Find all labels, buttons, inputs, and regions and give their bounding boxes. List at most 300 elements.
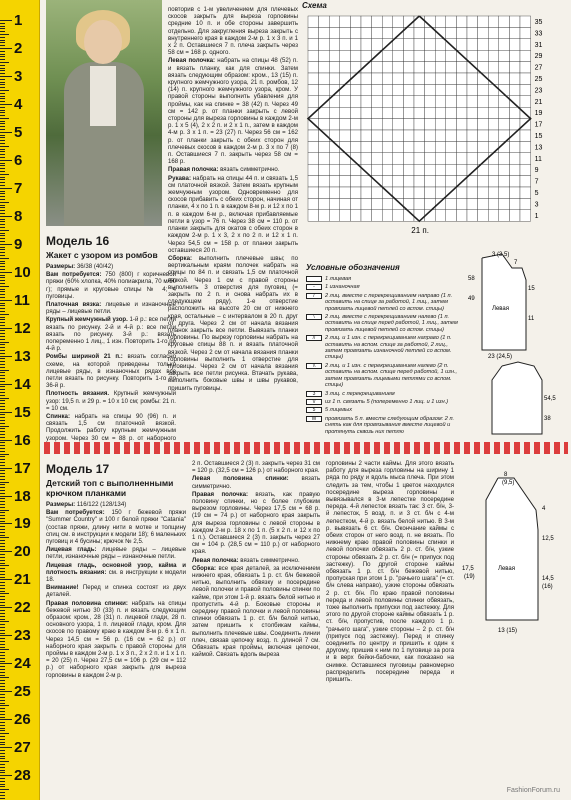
legend-item xyxy=(306,314,458,333)
chart-cell xyxy=(435,84,446,95)
legend-item xyxy=(306,335,458,361)
chart-row-number: 31 xyxy=(534,41,543,49)
ruler-tick xyxy=(0,689,5,690)
ruler-tick xyxy=(0,770,5,771)
chart-cell xyxy=(435,164,446,175)
chart-cell xyxy=(478,210,489,221)
chart-cell xyxy=(509,119,520,130)
ruler-tick xyxy=(0,179,5,180)
ruler-tick xyxy=(0,280,5,281)
ruler-tick xyxy=(0,336,5,337)
chart-cell xyxy=(372,84,383,95)
chart-cell xyxy=(329,16,340,27)
ruler-tick xyxy=(0,761,9,762)
ruler-tick xyxy=(0,403,5,404)
ruler-tick xyxy=(0,420,5,421)
chart-cell xyxy=(478,39,489,50)
ruler-tick xyxy=(0,465,5,466)
ruler-tick xyxy=(0,294,5,295)
ruler-tick xyxy=(0,375,5,376)
chart-cell xyxy=(350,107,361,118)
ruler-tick xyxy=(0,523,12,524)
ruler-number: 19 xyxy=(14,515,31,533)
ruler-tick xyxy=(0,546,5,547)
ruler-tick xyxy=(0,728,5,729)
ruler-tick xyxy=(0,454,9,455)
ruler-tick xyxy=(0,619,5,620)
pattern-dimension: 54,5 xyxy=(544,396,556,402)
ruler-tick xyxy=(0,123,5,124)
ruler-tick xyxy=(0,725,5,726)
ruler-tick xyxy=(0,722,5,723)
ruler-tick xyxy=(0,96,5,97)
ruler-number: 4 xyxy=(14,95,23,113)
chart-cell xyxy=(382,84,393,95)
ruler-tick xyxy=(0,132,12,133)
chart-cell xyxy=(361,198,372,209)
legend-symbol-icon xyxy=(306,276,322,282)
ruler-number: 15 xyxy=(14,403,31,421)
chart-cell xyxy=(467,141,478,152)
chart-cell xyxy=(319,107,330,118)
chart-cell xyxy=(372,130,383,141)
chart-row-number: 27 xyxy=(534,64,543,72)
legend-text: 5 лицевых xyxy=(325,407,353,414)
chart-cell xyxy=(319,16,330,27)
ruler-tick xyxy=(0,476,5,477)
chart-cell xyxy=(467,119,478,130)
chart-cell xyxy=(446,176,457,187)
chart-cell xyxy=(382,27,393,38)
legend-item xyxy=(306,293,458,312)
chart-cell xyxy=(403,96,414,107)
pattern-dimension: (9,5) xyxy=(502,480,515,486)
ruler-tick xyxy=(0,42,5,43)
chart-cell xyxy=(372,141,383,152)
ruler-tick xyxy=(0,328,12,329)
model-16-paragraph: Вам потребуется: 750 (800) г коричневой пряжи (60% хлопка, 40% полиакрила, 70 м/50 г); прямые и круговые спицы № 4; 4 пуговицы. xyxy=(46,271,176,300)
ruler-tick xyxy=(0,409,5,410)
chart-cell xyxy=(393,96,404,107)
chart-cell xyxy=(403,187,414,198)
ruler-tick xyxy=(0,691,12,692)
chart-cell xyxy=(425,62,436,73)
ruler-tick xyxy=(0,529,5,530)
chart-cell xyxy=(308,153,319,164)
chart-cell xyxy=(456,84,467,95)
ruler-tick xyxy=(0,468,12,469)
ruler-tick xyxy=(0,753,5,754)
ruler-number: 12 xyxy=(14,319,31,337)
chart-row-number: 11 xyxy=(534,155,542,163)
ruler-tick xyxy=(0,557,5,558)
chart-cell xyxy=(329,107,340,118)
legend-item xyxy=(306,276,458,282)
legend-text: 1 изнаночная xyxy=(325,284,360,291)
chart-cell xyxy=(372,198,383,209)
ruler-tick xyxy=(0,317,5,318)
legend-text: 2 лиц. и 1 изн. с перекрещиванием налево (2 п. оставить на вспом. спице перед работой, 1 изн., затем провязать лицевыми петлями со вспом. спицы) xyxy=(325,362,458,389)
chart-cell xyxy=(361,210,372,221)
chart-row-number: 29 xyxy=(534,53,543,61)
chart-cell xyxy=(520,153,531,164)
ruler-tick xyxy=(0,549,5,550)
chart-cell xyxy=(414,164,425,175)
chart-cell xyxy=(478,16,489,27)
chart-cell xyxy=(520,176,531,187)
ruler-tick xyxy=(0,521,5,522)
scheme-title: Схема xyxy=(302,1,327,10)
ruler-tick xyxy=(0,543,5,544)
chart-cell xyxy=(361,50,372,61)
ruler-tick xyxy=(0,412,12,413)
ruler-tick xyxy=(0,174,9,175)
chart-cell xyxy=(382,16,393,27)
chart-cell xyxy=(425,119,436,130)
chart-cell xyxy=(499,119,510,130)
legend-item xyxy=(306,399,458,405)
ruler-tick xyxy=(0,168,5,169)
chart-cell xyxy=(446,16,457,27)
chart-cell xyxy=(509,187,520,198)
chart-row-number: 1 xyxy=(534,212,539,220)
chart-cell xyxy=(403,50,414,61)
ruler-tick xyxy=(0,510,9,511)
chart-cell xyxy=(350,198,361,209)
ruler-tick xyxy=(0,683,5,684)
chart-cell xyxy=(361,16,372,27)
chart-cell xyxy=(372,62,383,73)
ruler-tick xyxy=(0,663,12,664)
legend-text: 3 лиц. с перекрещиванием xyxy=(325,390,395,397)
chart-cell xyxy=(393,141,404,152)
model-17-paragraph: Вам потребуется: 150 г бежевой пряжи "Summer Country" и 100 г белой пряжи "Catania" (состав пряжи, длину нити в мотке и толщину спиц см. в инструкции к модели 18); 6 маленьких пуговиц и 4 бусины; крючок № 2,5. xyxy=(46,509,186,546)
chart-cell xyxy=(499,107,510,118)
chart-cell xyxy=(350,27,361,38)
chart-cell xyxy=(456,153,467,164)
chart-cell xyxy=(319,210,330,221)
ruler-tick xyxy=(0,126,5,127)
ruler-tick xyxy=(0,255,5,256)
chart-cell xyxy=(425,96,436,107)
ruler-tick xyxy=(0,31,5,32)
ruler-tick xyxy=(0,247,5,248)
ruler-tick xyxy=(0,610,5,611)
ruler-tick xyxy=(0,59,5,60)
ruler-tick xyxy=(0,554,5,555)
model-17-paragraph: Лицевая гладь, основной узор, кайма и плотность вязания: см. в инструкции к модели 18. xyxy=(46,561,186,584)
ruler-tick xyxy=(0,361,5,362)
chart-cell xyxy=(467,16,478,27)
ruler-tick xyxy=(0,565,9,566)
chart-cell xyxy=(446,73,457,84)
chart-cell xyxy=(382,210,393,221)
chart-cell xyxy=(478,119,489,130)
chart-cell xyxy=(499,50,510,61)
chart-cell xyxy=(509,153,520,164)
chart-cell xyxy=(446,62,457,73)
ruler-tick xyxy=(0,582,5,583)
model-16-paragraph: Рукава: набрать на спицы 44 п. и связать 1,5 см платочной вязкой. Затем вязать крупным жемчужным узором. Одновременно для скосов прибавить с обеих сторон, начиная от планки, 4 х по 1 п. в каждом 8-м р. и 12 х по 1 п. в каждом 6-м р., включая прибавляемые петли в узор = 76 п. Через 38 см = 110 р. от планки закрыть для окатов с обеих сторон в каждом 2-м р. 1 х 3, 2 х по 2 п. и 12 х 1 п. Через 54,5 см = 158 р. от планки закрыть оставшиеся 20 п. xyxy=(168,174,298,254)
ruler-tick xyxy=(0,110,5,111)
chart-cell xyxy=(350,130,361,141)
ruler-number: 28 xyxy=(14,767,31,785)
legend-text: из 1 п. связать 5 (попеременно 1 лиц. и 1 изн.) xyxy=(325,398,449,405)
chart-cell xyxy=(340,210,351,221)
ruler-tick xyxy=(0,758,5,759)
ruler-tick xyxy=(0,786,5,787)
ruler-tick xyxy=(0,191,5,192)
chart-cell xyxy=(308,16,319,27)
chart-cell xyxy=(446,84,457,95)
ruler-tick xyxy=(0,121,5,122)
chart-cell xyxy=(520,164,531,175)
ruler-tick xyxy=(0,434,5,435)
model-17-paragraph: Правая полочка: вязать, как правую половину спинки, но с более глубоким вырезом горловины. Через 17,5 см = 68 р. (19 см = 74 р.) от наборного края закрыть для выреза горловины с левой стороны в каждом 2-м р. 18 х по 1 п. (5 х 2 п. и 12 х по 1 п.). Оставшиеся 2 (3) п. закрыть через 27 см = 104 р. (28,5 см = 110 р.) от наборного края. xyxy=(192,490,320,556)
ruler-tick xyxy=(0,638,5,639)
ruler-tick xyxy=(0,230,9,231)
ruler-tick xyxy=(0,526,5,527)
ruler-tick xyxy=(0,392,5,393)
ruler-tick xyxy=(0,272,12,273)
ruler-tick xyxy=(0,473,5,474)
ruler-tick xyxy=(0,423,5,424)
ruler-tick xyxy=(0,93,5,94)
ruler-tick xyxy=(0,107,5,108)
ruler-tick xyxy=(0,87,5,88)
ruler-tick xyxy=(0,224,5,225)
chart-cell xyxy=(414,153,425,164)
chart-cell xyxy=(393,210,404,221)
ruler-tick xyxy=(0,135,5,136)
chart-cell xyxy=(340,187,351,198)
chart-cell xyxy=(488,141,499,152)
ruler-tick xyxy=(0,82,5,83)
chart-cell xyxy=(499,210,510,221)
chart-row-number: 25 xyxy=(534,76,543,83)
chart-cell xyxy=(499,39,510,50)
chart-cell xyxy=(403,153,414,164)
ruler-tick xyxy=(0,607,12,608)
ruler-tick xyxy=(0,98,5,99)
chart-cell xyxy=(435,176,446,187)
ruler-tick xyxy=(0,339,5,340)
chart-cell xyxy=(435,39,446,50)
ruler-tick xyxy=(0,112,5,113)
chart-cell xyxy=(382,107,393,118)
ruler-tick xyxy=(0,51,5,52)
ruler-tick xyxy=(0,627,5,628)
ruler-tick xyxy=(0,792,5,793)
ruler-tick xyxy=(0,484,5,485)
ruler-tick xyxy=(0,414,5,415)
chart-cell xyxy=(319,62,330,73)
model-17-paragraph: Лицевая гладь: лицевые ряды – лицевые петли, изнаночные ряды – изнаночные петли. xyxy=(46,546,186,561)
ruler-tick xyxy=(0,118,9,119)
legend-text: 2 лиц. вместе с перекрещиванием налево (1 п. оставить на спице перед работой, 1 лиц., затем провязать лицевой петлей со вспом. спицы) xyxy=(325,314,458,333)
chart-cell xyxy=(425,141,436,152)
model-16-paragraph: Платочная вязка: лицевые и изнаночные ряды – лицевые петли. xyxy=(46,301,176,316)
ruler-tick xyxy=(0,616,5,617)
ruler-tick xyxy=(0,442,5,443)
chart-cell xyxy=(361,187,372,198)
ruler-tick xyxy=(0,249,5,250)
chart-cell xyxy=(509,62,520,73)
chart-cell xyxy=(456,210,467,221)
ruler-tick xyxy=(0,703,5,704)
ruler-tick xyxy=(0,605,5,606)
ruler-tick xyxy=(0,235,5,236)
ruler-tick xyxy=(0,151,5,152)
chart-cell xyxy=(488,27,499,38)
chart-cell xyxy=(435,153,446,164)
ruler-tick xyxy=(0,445,5,446)
chart-cell xyxy=(403,164,414,175)
ruler-tick xyxy=(0,314,9,315)
model-17-paragraph: Левая полочка: вязать симметрично. xyxy=(192,556,300,564)
chart-cell xyxy=(467,84,478,95)
chart-cell xyxy=(382,164,393,175)
chart-cell xyxy=(361,119,372,130)
legend-text: 1 лицевая xyxy=(325,276,352,282)
ruler-tick xyxy=(0,157,5,158)
chart-cell xyxy=(403,84,414,95)
chart-cell xyxy=(340,130,351,141)
chart-cell xyxy=(340,141,351,152)
model-16-pattern-drawing xyxy=(462,250,568,440)
chart-cell xyxy=(340,119,351,130)
chart-row-number: 5 xyxy=(534,190,539,197)
ruler-tick xyxy=(0,48,12,49)
chart-cell xyxy=(372,73,383,84)
ruler-tick xyxy=(0,68,5,69)
ruler-tick xyxy=(0,34,9,35)
ruler-tick xyxy=(0,344,5,345)
ruler-tick xyxy=(0,56,5,57)
ruler-tick xyxy=(0,504,5,505)
chart-cell xyxy=(509,141,520,152)
chart-cell xyxy=(361,73,372,84)
chart-cell xyxy=(340,73,351,84)
ruler-tick xyxy=(0,356,12,357)
model-16-paragraph: Сборка: выполнить плечевые швы; по вертикальным краям полочек набрать на спицы по 84 п. и связать 1,5 см платочной вязкой. Через 1 см с правой стороны выполнить 3 отверстия для пуговиц (= закрыть по 2 п. и снова набрать их в следующем ряду). 1-е отверстие расположить на высоте 20 см от нижнего края, остальные – с интервалом в 20 п. друг от друга. Через 2 см от начала вязания планок закрыть все петли. Вывязать планки горловины. По вырезу горловины набрать на круговые спицы 88 п. и вязать платочной вязкой. Через 2 см от начала вязания планки горловины выполнить 1 отверстие для пуговицы. Через 2 см от начала вязания закрыть все петли рисунка. Втачать рукава, выполнить боковые швы и швы рукавов, пришить пуговицы. xyxy=(168,254,298,392)
chart-cell xyxy=(446,153,457,164)
model-16-paragraph: Размеры: 36/38 (40/42) xyxy=(46,263,114,270)
ruler-tick xyxy=(0,305,5,306)
legend-symbol-icon: \ xyxy=(306,314,322,320)
ruler-number: 11 xyxy=(14,291,30,309)
chart-cell xyxy=(393,73,404,84)
ruler-number: 14 xyxy=(14,375,31,393)
legend-text: провязать 5 п. вместе следующим образом: 2 п. снять как для провязывания вместе лицевой и протянуть сквозь них петлю xyxy=(325,415,455,435)
legend-symbol-icon: - xyxy=(306,284,322,290)
chart-cell xyxy=(435,73,446,84)
ruler-tick xyxy=(0,207,5,208)
chart-cell xyxy=(372,210,383,221)
ruler-tick xyxy=(0,669,5,670)
chart-cell xyxy=(488,176,499,187)
chart-cell xyxy=(340,84,351,95)
ruler-tick xyxy=(0,219,5,220)
ruler-tick xyxy=(0,275,5,276)
ruler-tick xyxy=(0,263,5,264)
model-16-subtitle: Жакет с узором из ромбов xyxy=(46,250,158,260)
chart-cell xyxy=(372,16,383,27)
ruler-tick xyxy=(0,596,5,597)
chart-cell xyxy=(425,107,436,118)
ruler-tick xyxy=(0,717,5,718)
ruler-number: 6 xyxy=(14,151,23,169)
ruler-tick xyxy=(0,714,5,715)
legend-symbol-icon: // xyxy=(306,335,322,341)
chart-cell xyxy=(425,176,436,187)
sleeve-outline xyxy=(492,362,542,434)
chart-cell xyxy=(329,73,340,84)
chart-cell xyxy=(372,107,383,118)
chart-cell xyxy=(414,96,425,107)
chart-cell xyxy=(520,62,531,73)
ruler-tick xyxy=(0,84,5,85)
pattern-dimension: 11 xyxy=(528,316,535,322)
chart-cell xyxy=(350,141,361,152)
ruler-tick xyxy=(0,258,9,259)
ruler-tick xyxy=(0,658,5,659)
ruler-tick xyxy=(0,470,5,471)
measuring-ruler xyxy=(0,0,40,800)
chart-cell xyxy=(414,210,425,221)
ruler-tick xyxy=(0,65,5,66)
ruler-tick xyxy=(0,213,5,214)
ruler-number: 1 xyxy=(14,12,23,29)
model-16-paragraph: Левая полочка: набрать на спицы 48 (52) п. и вязать планку, как для спинки. Затем вязать следующим образом: кром., 13 (15) п. крупного жемчужного узора, 21 п. ромбов, 12 (14) п. крупного жемчужного узора, кром. У правой стороны выполнить убавления для проймы, как на спинке = 38 (42) п. Через 49 см = 142 р. от планки закрыть с левой стороны для выреза горловины в каждом 2-м р. 1 х 5 (4), 2 х 2 п. и 2 х 1 п., затем в каждом 4-м р. 3 х 1 п. = 23 (27) п. Через 56 см = 162 р. от планки закрыть с обеих сторон для плечевых скосов в каждом 2-м р. 3 х по 7 (8) п. Оставшиеся 7 п. закрыть через 58 см = 168 р. xyxy=(168,57,298,166)
ruler-number: 24 xyxy=(14,655,31,673)
chart-cell xyxy=(425,73,436,84)
chart-cell xyxy=(467,27,478,38)
chart-cell xyxy=(350,176,361,187)
chart-cell xyxy=(456,164,467,175)
chart-cell xyxy=(393,164,404,175)
ruler-tick xyxy=(0,775,12,776)
chart-cell xyxy=(361,176,372,187)
chart-cell xyxy=(509,107,520,118)
chart-cell xyxy=(329,27,340,38)
chart-cell xyxy=(403,73,414,84)
ruler-tick xyxy=(0,739,5,740)
watermark: FashionForum.ru xyxy=(506,786,560,794)
model-16-paragraph: Спинка: набрать на спицы 90 (96) п. и связать 1,5 см платочной вязкой. Продолжить работу крупным жемчужным узором. Через 30 см = 88 р. от наборного xyxy=(46,413,176,442)
ruler-tick xyxy=(0,742,5,743)
magazine-page xyxy=(44,0,568,800)
chart-cell xyxy=(478,141,489,152)
chart-cell xyxy=(340,62,351,73)
ruler-tick xyxy=(0,767,5,768)
ruler-tick xyxy=(0,319,5,320)
chart-cell xyxy=(340,107,351,118)
chart-cell xyxy=(308,130,319,141)
chart-cell xyxy=(488,62,499,73)
ruler-tick xyxy=(0,750,5,751)
chart-cell xyxy=(393,62,404,73)
chart-cell xyxy=(308,27,319,38)
ruler-tick xyxy=(0,635,12,636)
ruler-tick xyxy=(0,518,5,519)
chart-cell xyxy=(467,187,478,198)
chart-cell xyxy=(393,39,404,50)
ruler-tick xyxy=(0,672,5,673)
ruler-tick xyxy=(0,137,5,138)
chart-cell xyxy=(340,96,351,107)
ruler-tick xyxy=(0,456,5,457)
